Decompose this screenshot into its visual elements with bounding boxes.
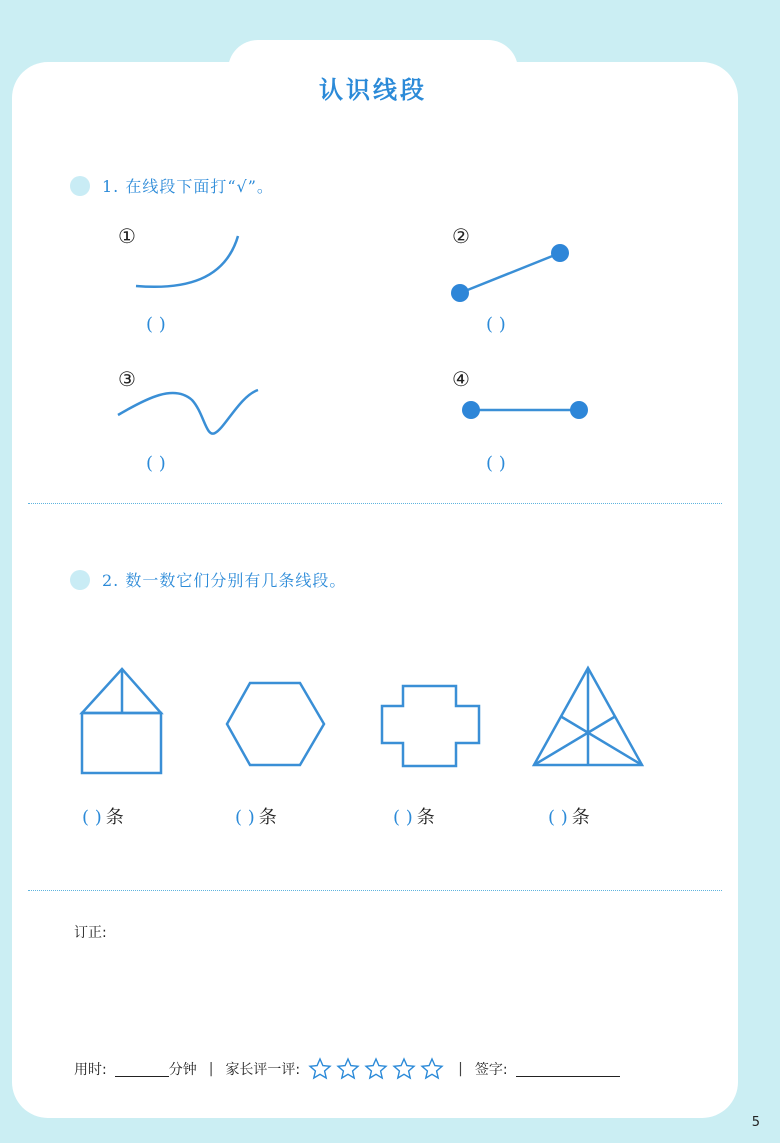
section-divider	[28, 503, 722, 504]
separator: |	[208, 1061, 214, 1077]
count-blank-3[interactable]: ( )	[393, 807, 413, 828]
item-2-number: ②	[452, 224, 470, 248]
count-answer-3[interactable]	[393, 803, 435, 829]
answer-blank-3[interactable]: ( )	[146, 453, 166, 474]
question-2-header	[70, 568, 346, 591]
count-unit-3: 条	[416, 807, 435, 828]
segment-figure-4	[455, 395, 595, 425]
bullet-dot	[70, 570, 90, 590]
page-title: 认识线段	[319, 75, 427, 104]
count-blank-4[interactable]: ( )	[548, 807, 568, 828]
question-1-text: 1. 在线段下面打“√”。	[102, 177, 274, 196]
sign-label: 签字:	[474, 1062, 508, 1078]
count-unit-1: 条	[105, 807, 124, 828]
page-number: 5	[751, 1115, 760, 1130]
item-3-number: ③	[118, 367, 136, 391]
segment-figure-2	[445, 240, 575, 310]
item-4-number: ④	[452, 367, 470, 391]
count-unit-2: 条	[258, 807, 277, 828]
section-divider	[28, 890, 722, 891]
answer-blank-1[interactable]: ( )	[146, 314, 166, 335]
answer-blank-2[interactable]: ( )	[486, 314, 506, 335]
count-answer-2[interactable]	[235, 803, 277, 829]
answer-blank-4[interactable]: ( )	[486, 453, 506, 474]
house-shape	[78, 665, 168, 779]
hexagon-shape	[225, 680, 327, 768]
time-label: 用时:	[74, 1062, 107, 1078]
star-icon[interactable]	[362, 1057, 390, 1081]
time-input[interactable]	[115, 1062, 169, 1077]
wave-figure-3	[112, 380, 272, 445]
cross-shape	[380, 683, 482, 771]
count-blank-2[interactable]: ( )	[235, 807, 255, 828]
question-1-header	[70, 174, 274, 197]
minutes-label: 分钟	[168, 1062, 197, 1078]
rating-stars[interactable]	[306, 1057, 446, 1081]
triangle-shape	[530, 665, 646, 769]
question-2-text: 2. 数一数它们分别有几条线段。	[102, 571, 347, 590]
footer-bar	[74, 1057, 620, 1081]
count-unit-4: 条	[571, 807, 590, 828]
star-icon[interactable]	[306, 1057, 334, 1081]
star-icon[interactable]	[390, 1057, 418, 1081]
curve-figure-1	[130, 230, 250, 300]
star-icon[interactable]	[334, 1057, 362, 1081]
correction-label: 订正:	[74, 925, 107, 941]
count-answer-4[interactable]	[548, 803, 590, 829]
count-answer-1[interactable]	[82, 803, 124, 829]
item-1-number: ①	[118, 224, 136, 248]
separator: |	[458, 1061, 463, 1077]
bullet-dot	[70, 176, 90, 196]
star-icon[interactable]	[418, 1057, 446, 1081]
signature-input[interactable]	[516, 1062, 620, 1077]
parent-rating-label: 家长评一评:	[225, 1062, 301, 1078]
count-blank-1[interactable]: ( )	[82, 807, 102, 828]
